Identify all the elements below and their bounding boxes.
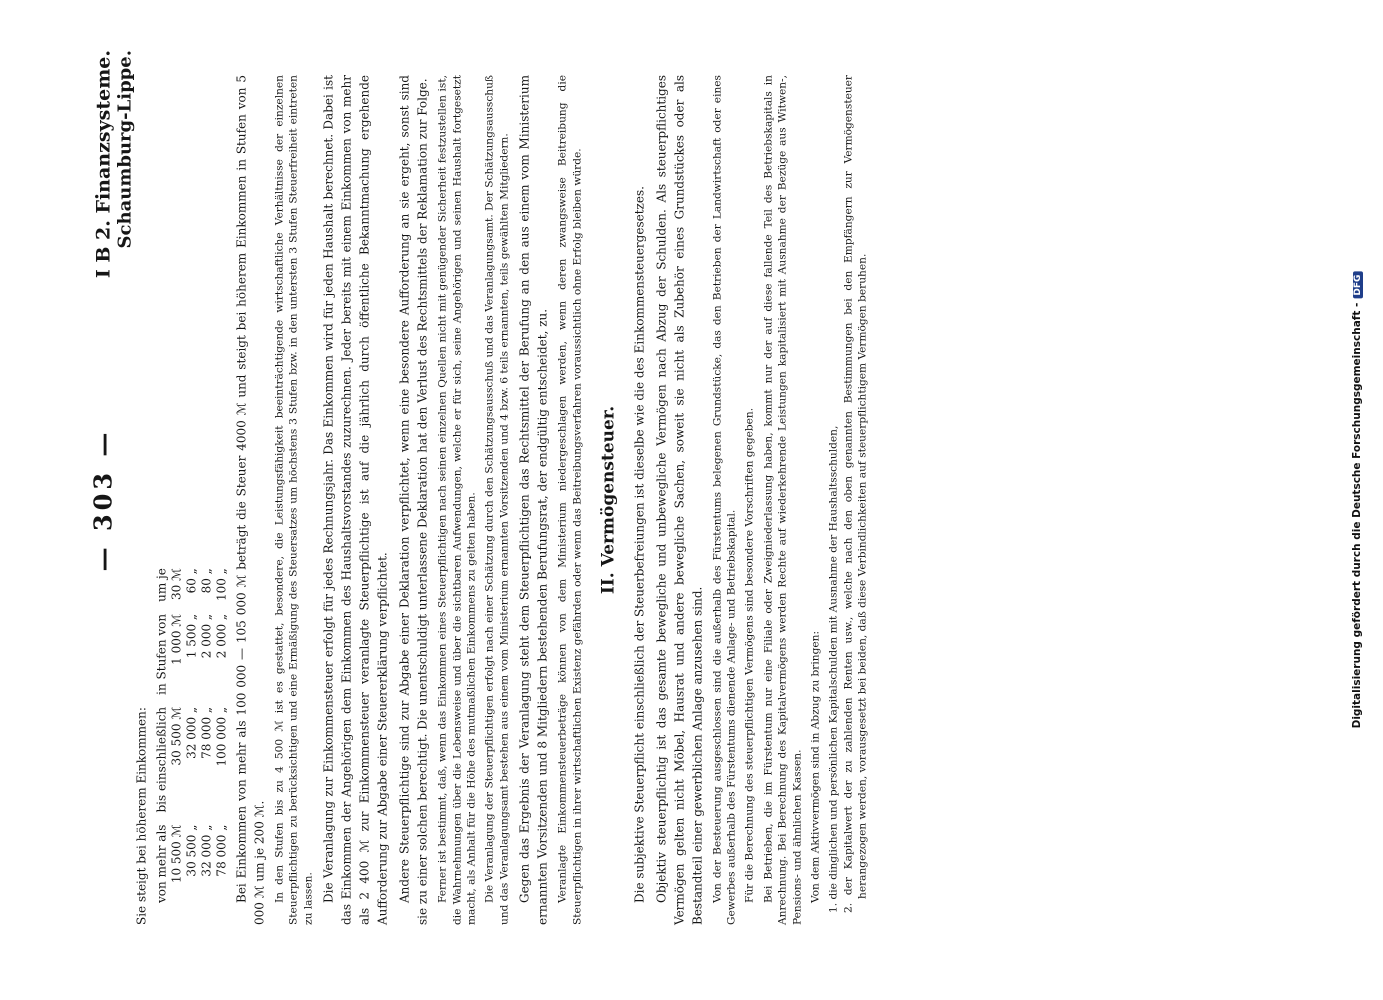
page-number: — 303 — xyxy=(88,428,117,572)
table-row xyxy=(169,556,184,903)
page-body xyxy=(132,75,874,925)
table-cell: 80 „ xyxy=(199,568,213,594)
paragraph: Bei Einkommen von mehr als 100 000 — 105 000 ℳ beträgt die Steuer 4000 ℳ und steigt bei höherem Einkommen in Stufen von 5 000 ℳ um je 200 ℳ. xyxy=(234,75,266,925)
section-reference: I B 2. Finanzsysteme. xyxy=(92,50,114,279)
paragraph-small: Von dem Aktivvermögen sind in Abzug zu bringen: xyxy=(809,630,821,903)
column-header: um je xyxy=(154,568,168,602)
table-row xyxy=(199,556,214,903)
table-intro: Sie steigt bei höherem Einkommen: xyxy=(134,707,148,925)
table-cell: 30 ℳ xyxy=(169,568,183,601)
table-cell: 78 000 „ xyxy=(199,706,213,759)
table-cell: 30 500 ℳ xyxy=(169,706,183,766)
paragraph-small: In den Stufen bis zu 4 500 ℳ ist es gestattet, besondere, die Leistungsfähigkeit beeinträchtigende wirtschaftliche Verhältnisse der einzelnen Steuerpflichtigen zu berücksichtigen und eine Ermäßigung des Steuersatzes um höchstens 3 Stufen bzw. in den untersten 3 Stufen Steuerfreiheit eintreten zu lassen. xyxy=(273,75,314,925)
paragraph: Die subjektive Steuerpflicht einschließlich der Steuerbefreiungen ist dieselbe wie die des Einkommensteuergesetzes. xyxy=(631,186,646,903)
paragraph: Objektiv steuerpflichtig ist das gesamte bewegliche und unbewegliche Vermögen nach Abzug der Schulden. Als steuerpflichtiges Vermögen gelten nicht Möbel, Hausrat und andere bewegliche Sachen, soweit sie nicht als Zubehör eines Grundstückes oder als Bestandteil einer gewerblichen Anlage anzusehen sind. xyxy=(653,75,704,925)
state-name: Schaumburg-Lippe. xyxy=(114,50,135,249)
table-cell: 10 500 ℳ xyxy=(169,824,183,884)
dfg-logo: DFG xyxy=(1353,272,1363,299)
paragraph: Andere Steuerpflichtige sind zur Abgabe einer Deklaration verpflichtet, wenn eine besondere Aufforderung an sie ergeht, sonst sind sie zu einer solchen berechtigt. Die unentschuldigt unterlassene Deklaration hat den Verlust des Rechtsmittels der Reklamation zur Folge. xyxy=(397,75,430,925)
paragraph-small: Bei Betrieben, die im Fürstentum nur eine Filiale oder Zweigniederlassung haben, kommt nur der auf diese fallende Teil des Betriebskapitals in Anrechnung. Bei Berechnung des Kapitalvermögens werden Rechte auf wiederkehrende Leistungen kapitalisiert mit Ausnahme der Bezüge aus Witwen-, Pensions- und ähnlichen Kassen. xyxy=(761,75,803,925)
column-header: bis einschließlich xyxy=(154,706,168,813)
table-cell: 1 000 ℳ xyxy=(169,613,183,665)
paragraph: Gegen das Ergebnis der Veranlagung steht dem Steuerpflichtigen das Rechtsmittel der Berufung an den aus einem vom Ministerium ernannten Vorsitzenden und 8 Mitgliedern bestehenden Berufungsrat, der endgültig entscheidet, zu. xyxy=(517,75,550,925)
table-cell: 32 000 „ xyxy=(184,706,198,759)
list-item: 2. der Kapitalwert der zu zahlenden Renten usw., welche nach den oben genannten Bestimmungen bei den Empfängern zur Vermögensteuer herangezogen werden, vorausgesetzt bei beiden, daß diese Verbindlichkeiten auf steuerpflichtigem Vermögen beruhen. xyxy=(841,75,869,913)
running-header xyxy=(92,50,135,278)
deduction-list xyxy=(826,75,869,925)
column-header: in Stufen von xyxy=(154,613,168,695)
paragraph-small: Veranlagte Einkommensteuerbeträge können von dem Ministerium niedergeschlagen werden, wenn deren zwangsweise Beitreibung die Steuerpflichtigen in ihrer wirtschaftlichen Existenz gefährden oder wenn das Beitreibungsverfahren voraussichtlich ohne Erfolg bleiben würde. xyxy=(556,75,583,925)
paragraph-small: Für die Berechnung des steuerpflichtigen Vermögens sind besondere Vorschriften gegeben. xyxy=(743,407,756,903)
paragraph-small: Ferner ist bestimmt, daß, wenn das Einkommen eines Steuerpflichtigen nach seinen einzelnen Quellen nicht mit genügender Sicherheit festzustellen ist, die Wahrnehmungen über die Lebensweise und über die sichtbaren Aufwendungen, welche er für sich, seine Angehörigen und seinen Haushalt fortgesetzt macht, als Anhalt für die Höhe des mutmaßlichen Einkommens zu gelten haben. xyxy=(436,75,478,925)
table-header-row xyxy=(154,556,169,903)
table-cell: 60 „ xyxy=(184,568,198,594)
table-row xyxy=(214,556,229,903)
table-cell: 2 000 „ xyxy=(214,613,228,659)
table-cell: 1 500 „ xyxy=(184,613,198,659)
table-row xyxy=(184,556,199,903)
column-header: von mehr als xyxy=(154,824,168,903)
tax-bracket-table xyxy=(154,556,229,903)
section-heading: II. Vermögensteuer. xyxy=(598,405,619,595)
digitization-credit xyxy=(1351,272,1363,729)
paragraph: Die Veranlagung zur Einkommensteuer erfolgt für jedes Rechnungsjahr. Das Einkommen wird für jeden Haushalt berechnet. Dabei ist das Einkommen der Angehörigen dem Einkommen des Haushaltsvorstandes zuzurechnen. Jeder bereits mit einem Einkommen von mehr als 2 400 ℳ zur Einkommensteuer veranlagte Steuerpflichtige ist auf die jährlich durch öffentliche Bekanntmachung ergehende Aufforderung zur Abgabe einer Steuererklärung verpflichtet. xyxy=(321,75,390,925)
table-cell: 2 000 „ xyxy=(199,613,213,659)
table-cell: 30 500 „ xyxy=(184,824,198,877)
paragraph-small: Von der Besteuerung ausgeschlossen sind die außerhalb des Fürstentums belegenen Grundstücke, das den Betrieben der Landwirtschaft oder eines Gewerbes außerhalb des Fürstentums dienende Anlage- und Betriebskapital. xyxy=(710,75,737,925)
table-cell: 78 000 „ xyxy=(214,824,228,877)
credit-text: Digitalisierung gefördert durch die Deutsche Forschungsgemeinschaft - xyxy=(1351,302,1363,729)
table-cell: 100 „ xyxy=(214,568,228,602)
paragraph-small: Die Veranlagung der Steuerpflichtigen erfolgt nach einer Schätzung durch den Schätzungsausschuß und das Veranlagungsamt. Der Schätzungsausschuß und das Veranlagungsamt bestehen aus einem vom Ministerium ernannten Vorsitzenden und 4 bzw. 6 teils ernannten, teils gewählten Mitgliedern. xyxy=(483,75,510,925)
list-item: 1. die dinglichen und persönlichen Kapitalschulden mit Ausnahme der Haushaltsschulden, xyxy=(827,425,840,913)
table-cell: 32 000 „ xyxy=(199,824,213,877)
table-cell: 100 000 „ xyxy=(214,706,228,767)
